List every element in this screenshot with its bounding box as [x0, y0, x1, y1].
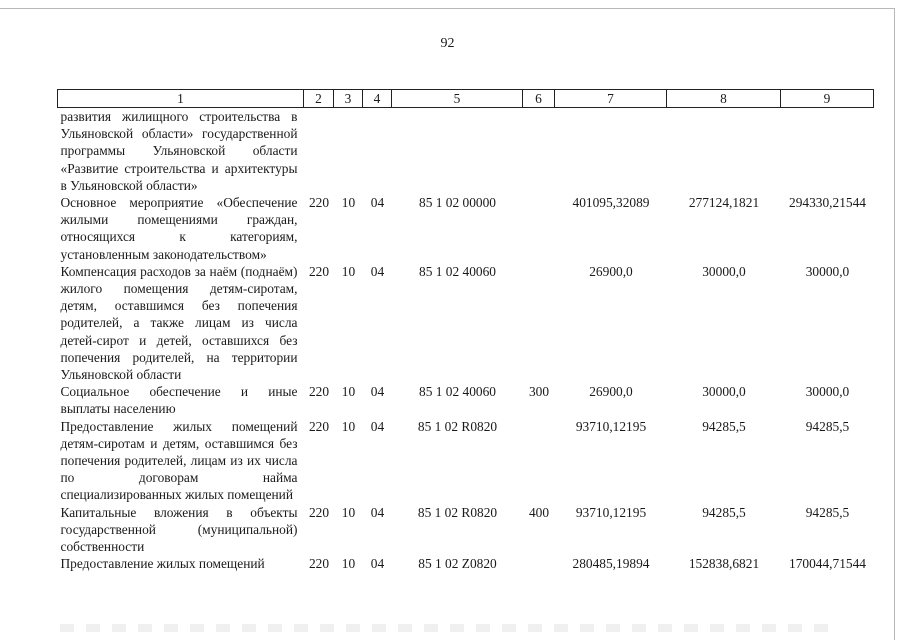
budget-table [57, 89, 874, 572]
cell-admin-code: 220 [308, 263, 330, 279]
table-row [58, 194, 874, 263]
cell-section [334, 108, 363, 195]
cell-amount-7 [555, 108, 667, 195]
cell-expense-type [523, 108, 555, 195]
cell-expense-type [523, 194, 555, 263]
cell-section: 10 [341, 263, 356, 279]
cell-subsection: 04 [370, 418, 385, 434]
row-name: Компенсация расходов за наём (поднаём) жилого помещения детям-сиротам, детям, оставшимся без попечения родителей, а также лицам из числа детей-сирот и детей, оставшихся без попечения родителей, на территории Ульяновской области [60, 263, 298, 383]
cell-amount-8: 152838,6821 [688, 556, 760, 572]
cell-expense-type: 400 [528, 504, 550, 520]
cell-subsection: 04 [370, 263, 385, 279]
header-row [58, 90, 874, 108]
cell-amount-8: 277124,1821 [688, 195, 760, 211]
table-row [58, 504, 874, 556]
cell-subsection: 04 [370, 556, 385, 572]
cell-admin-code: 220 [308, 195, 330, 211]
cell-amount-7: 93710,12195 [575, 418, 647, 434]
cell-admin-code: 220 [308, 504, 330, 520]
cell-expense-type: 300 [528, 384, 550, 400]
cell-subsection: 04 [370, 195, 385, 211]
row-name: Предоставление жилых помещений детям-сиротам и детям, оставшимся без попечения родителей, лицам из их числа по договорам найма специализированных жилых помещений [60, 418, 298, 503]
header-col-4: 4 [363, 90, 392, 108]
table-body [58, 108, 874, 573]
header-col-3: 3 [334, 90, 363, 108]
cell-subsection: 04 [370, 504, 385, 520]
cell-amount-8: 30000,0 [702, 384, 746, 400]
header-col-6: 6 [523, 90, 555, 108]
table-row [58, 418, 874, 504]
cell-section: 10 [341, 384, 356, 400]
cell-target-article: 85 1 02 R0820 [417, 418, 498, 434]
cut-off-text-line [60, 624, 840, 632]
table-row [58, 263, 874, 383]
cell-amount-8: 30000,0 [702, 263, 746, 279]
cell-target-article: 85 1 02 40060 [419, 263, 496, 279]
cell-target-article: 85 1 02 R0820 [417, 504, 498, 520]
header-col-1: 1 [58, 90, 304, 108]
row-name: Предоставление жилых помещений [60, 556, 265, 572]
cell-target-article: 85 1 02 Z0820 [418, 556, 497, 572]
cell-amount-8: 94285,5 [702, 504, 746, 520]
cell-section: 10 [341, 418, 356, 434]
cell-amount-9: 30000,0 [805, 384, 850, 400]
table-row [58, 108, 874, 195]
table-row [58, 555, 874, 572]
cell-amount-8: 94285,5 [702, 418, 746, 434]
table-header [58, 90, 874, 108]
cell-amount-7: 280485,19894 [572, 556, 650, 572]
header-col-9: 9 [781, 90, 874, 108]
cell-subsection: 04 [370, 384, 385, 400]
cell-amount-9: 294330,21544 [789, 195, 866, 211]
cell-expense-type [523, 555, 555, 572]
cell-target-article [392, 108, 523, 195]
cell-amount-9: 94285,5 [805, 418, 850, 434]
cell-amount-8 [667, 108, 781, 195]
cell-expense-type [523, 263, 555, 383]
row-name: Капитальные вложения в объекты государственной (муниципальной) собственности [60, 504, 298, 555]
cell-amount-7: 93710,12195 [575, 504, 647, 520]
header-col-5: 5 [392, 90, 523, 108]
cell-amount-7: 26900,0 [589, 263, 633, 279]
cell-section: 10 [341, 195, 356, 211]
cell-amount-9: 170044,71544 [789, 556, 866, 572]
cell-admin-code [304, 108, 334, 195]
cell-target-article: 85 1 02 00000 [419, 195, 496, 211]
cell-amount-9: 94285,5 [805, 504, 850, 520]
cell-amount-7: 26900,0 [589, 384, 633, 400]
table-row [58, 383, 874, 417]
header-col-2: 2 [304, 90, 334, 108]
cell-amount-9 [781, 108, 874, 195]
row-name: Основное мероприятие «Обеспечение жилыми помещениями граждан, относящихся к категориям, установленным законодательством» [60, 195, 298, 262]
cell-section: 10 [341, 556, 356, 572]
cell-amount-7: 401095,32089 [572, 195, 650, 211]
row-name: развития жилищного строительства в Ульяновской области» государственной программы Ульяновской области «Развитие строительства и архитектуры в Ульяновской области» [60, 109, 298, 193]
cell-section: 10 [341, 504, 356, 520]
cell-admin-code: 220 [308, 384, 330, 400]
header-col-8: 8 [667, 90, 781, 108]
cell-amount-9: 30000,0 [805, 263, 850, 279]
header-col-7: 7 [555, 90, 667, 108]
cell-admin-code: 220 [308, 418, 330, 434]
cell-target-article: 85 1 02 40060 [419, 384, 496, 400]
cell-expense-type [523, 418, 555, 504]
cell-subsection [363, 108, 392, 195]
row-name: Социальное обеспечение и иные выплаты населению [60, 384, 298, 417]
cell-admin-code: 220 [308, 556, 330, 572]
page-number: 92 [440, 36, 455, 51]
